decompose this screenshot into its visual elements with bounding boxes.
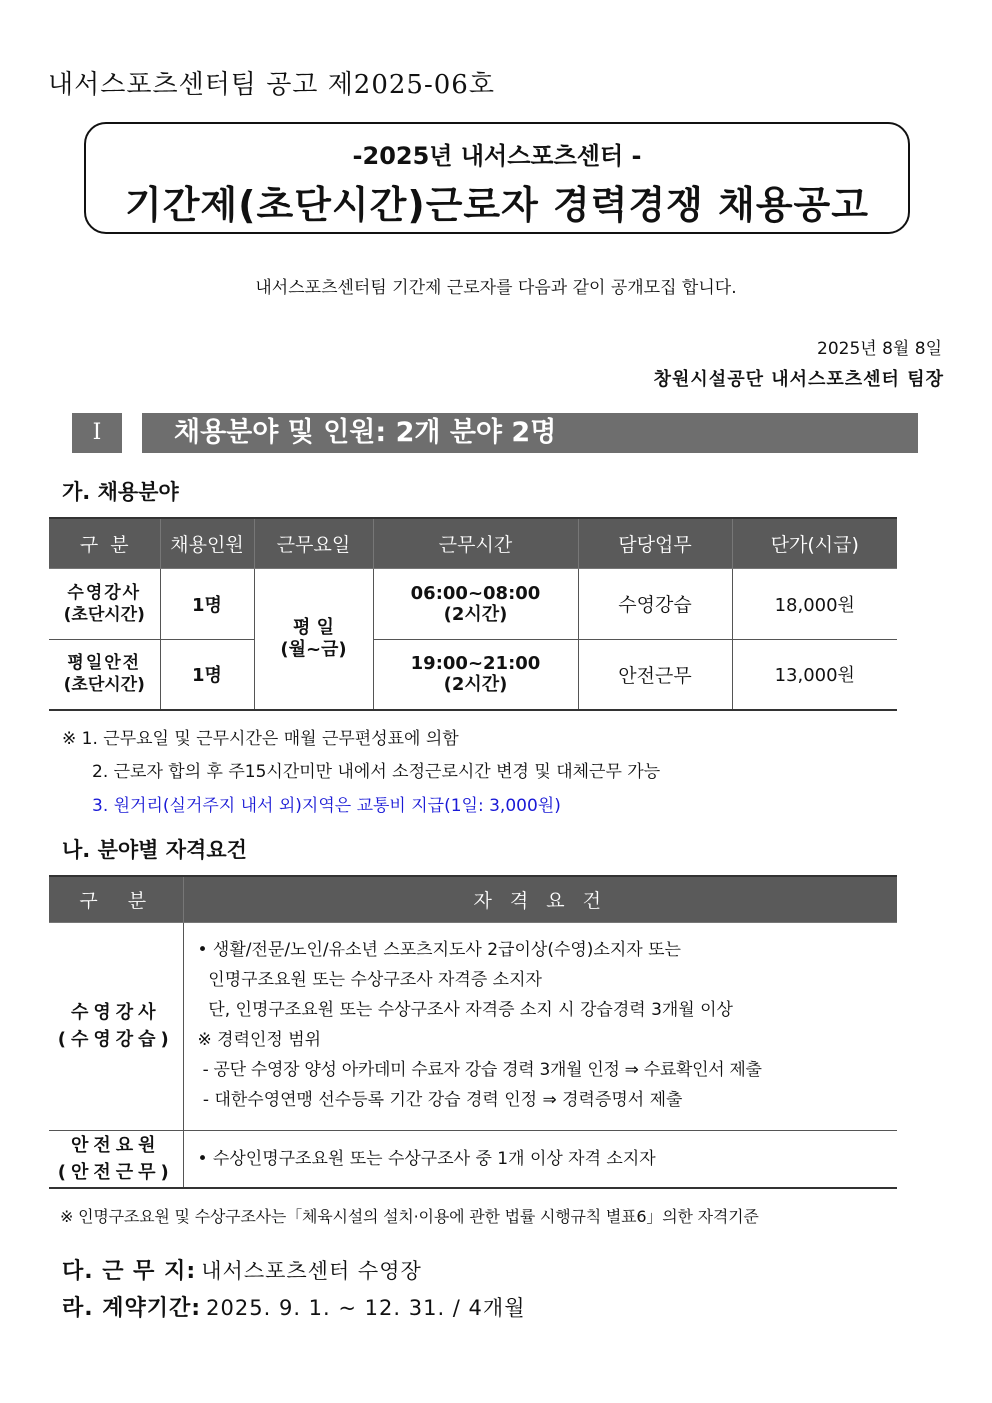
header-cell: 구 분 xyxy=(49,876,183,922)
category-name: 안전요원 xyxy=(70,1134,161,1156)
category-cell xyxy=(49,568,160,639)
requirement-line: • 생활/전문/노인/유소년 스포츠지도사 2급이상(수영)소지자 또는 xyxy=(197,940,681,960)
requirements-cell xyxy=(183,1130,897,1188)
header-cell: 단가(시급) xyxy=(732,518,897,568)
header-cell: 구 분 xyxy=(49,518,160,568)
subsection-a-heading: 가. 채용분야 xyxy=(62,480,179,504)
subsection-b-heading: 나. 분야별 자격요건 xyxy=(62,838,247,862)
qualification-table xyxy=(49,875,897,1189)
time-cell xyxy=(373,639,578,710)
requirement-line: 단, 인명구조요원 또는 수상구조사 자격증 소지 시 강습경력 3개월 이상 xyxy=(197,1000,733,1020)
notice-date: 2025년 8월 8일 xyxy=(817,339,942,359)
notice-number: 내서스포츠센터팀 공고 제2025-06호 xyxy=(48,70,495,100)
title-box xyxy=(84,122,910,234)
requirement-line: ※ 경력인정 범위 xyxy=(197,1030,322,1050)
table-header-row xyxy=(49,876,897,922)
workplace-label: 다. 근 무 지: xyxy=(62,1259,197,1284)
requirement-line: - 공단 수영장 양성 아카데미 수료자 강습 경력 3개월 인정 ⇒ 수료확인서 제출 xyxy=(197,1060,762,1080)
duty-cell: 안전근무 xyxy=(578,639,732,710)
table-row xyxy=(49,1130,897,1188)
qualification-note: ※ 인명구조요원 및 수상구조사는「체육시설의 설치·이용에 관한 법률 시행규칙 별표6」의한 자격기준 xyxy=(60,1207,759,1226)
section-title: 채용분야 및 인원: 2개 분야 2명 xyxy=(142,413,918,453)
category-cell xyxy=(49,922,183,1130)
header-cell: 채용인원 xyxy=(160,518,254,568)
time-hours: (2시간) xyxy=(443,674,508,696)
section-number: Ⅰ xyxy=(72,413,122,453)
requirement-line: 인명구조요원 또는 수상구조사 자격증 소지자 xyxy=(197,970,542,990)
contract-row xyxy=(62,1291,526,1322)
category-name: 수영강사 xyxy=(67,582,142,603)
requirement-line: - 대한수영연맹 선수등록 기간 강습 경력 인정 ⇒ 경력증명서 제출 xyxy=(197,1090,683,1110)
header-cell: 자 격 요 건 xyxy=(183,876,897,922)
header-cell: 근무시간 xyxy=(373,518,578,568)
category-type: (초단시간) xyxy=(63,675,145,696)
note-1: ※ 1. 근무요일 및 근무시간은 매월 근무편성표에 의함 xyxy=(62,729,459,749)
category-type: (안전근무) xyxy=(57,1161,174,1183)
time-hours: (2시간) xyxy=(443,603,508,625)
category-type: (초단시간) xyxy=(63,604,145,625)
workdays-cell xyxy=(254,568,373,710)
title-subtitle: -2025년 내서스포츠센터 - xyxy=(352,142,642,170)
table-row xyxy=(49,639,897,710)
time-range: 06:00~08:00 xyxy=(410,582,541,604)
header-cell: 근무요일 xyxy=(254,518,373,568)
count-cell: 1명 xyxy=(160,568,254,639)
wage-cell: 13,000원 xyxy=(732,639,897,710)
note-3: 3. 원거리(실거주지 내서 외)지역은 교통비 지급(1일: 3,000원) xyxy=(92,796,561,816)
count-cell: 1명 xyxy=(160,639,254,710)
workplace-value: 내서스포츠센터 수영장 xyxy=(201,1259,422,1283)
requirement-line: • 수상인명구조요원 또는 수상구조사 중 1개 이상 자격 소지자 xyxy=(197,1148,656,1169)
wage-cell: 18,000원 xyxy=(732,568,897,639)
note-2: 2. 근로자 합의 후 주15시간미만 내에서 소정근로시간 변경 및 대체근무 가능 xyxy=(92,762,661,782)
time-range: 19:00~21:00 xyxy=(410,653,541,675)
workdays-label: 평 일 xyxy=(292,616,335,638)
table-row xyxy=(49,568,897,639)
table-row xyxy=(49,922,897,1130)
workplace-row xyxy=(62,1254,422,1285)
category-cell xyxy=(49,639,160,710)
intro-text: 내서스포츠센터팀 기간제 근로자를 다음과 같이 공개모집 합니다. xyxy=(255,278,737,298)
category-type: (수영강습) xyxy=(57,1029,174,1050)
category-cell xyxy=(49,1130,183,1188)
title-main: 기간제(초단시간)근로자 경력경쟁 채용공고 xyxy=(125,183,869,227)
category-name: 수영강사 xyxy=(70,1002,161,1023)
contract-label: 라. 계약기간: xyxy=(62,1296,202,1321)
recruitment-table xyxy=(49,517,897,711)
issuer: 창원시설공단 내서스포츠센터 팀장 xyxy=(653,369,944,390)
header-cell: 담당업무 xyxy=(578,518,732,568)
requirements-cell xyxy=(183,922,897,1130)
table-header-row xyxy=(49,518,897,568)
contract-value: 2025. 9. 1. ~ 12. 31. / 4개월 xyxy=(206,1296,526,1320)
duty-cell: 수영강습 xyxy=(578,568,732,639)
time-cell xyxy=(373,568,578,639)
workdays-range: (월~금) xyxy=(280,638,347,660)
category-name: 평일안전 xyxy=(67,653,142,674)
